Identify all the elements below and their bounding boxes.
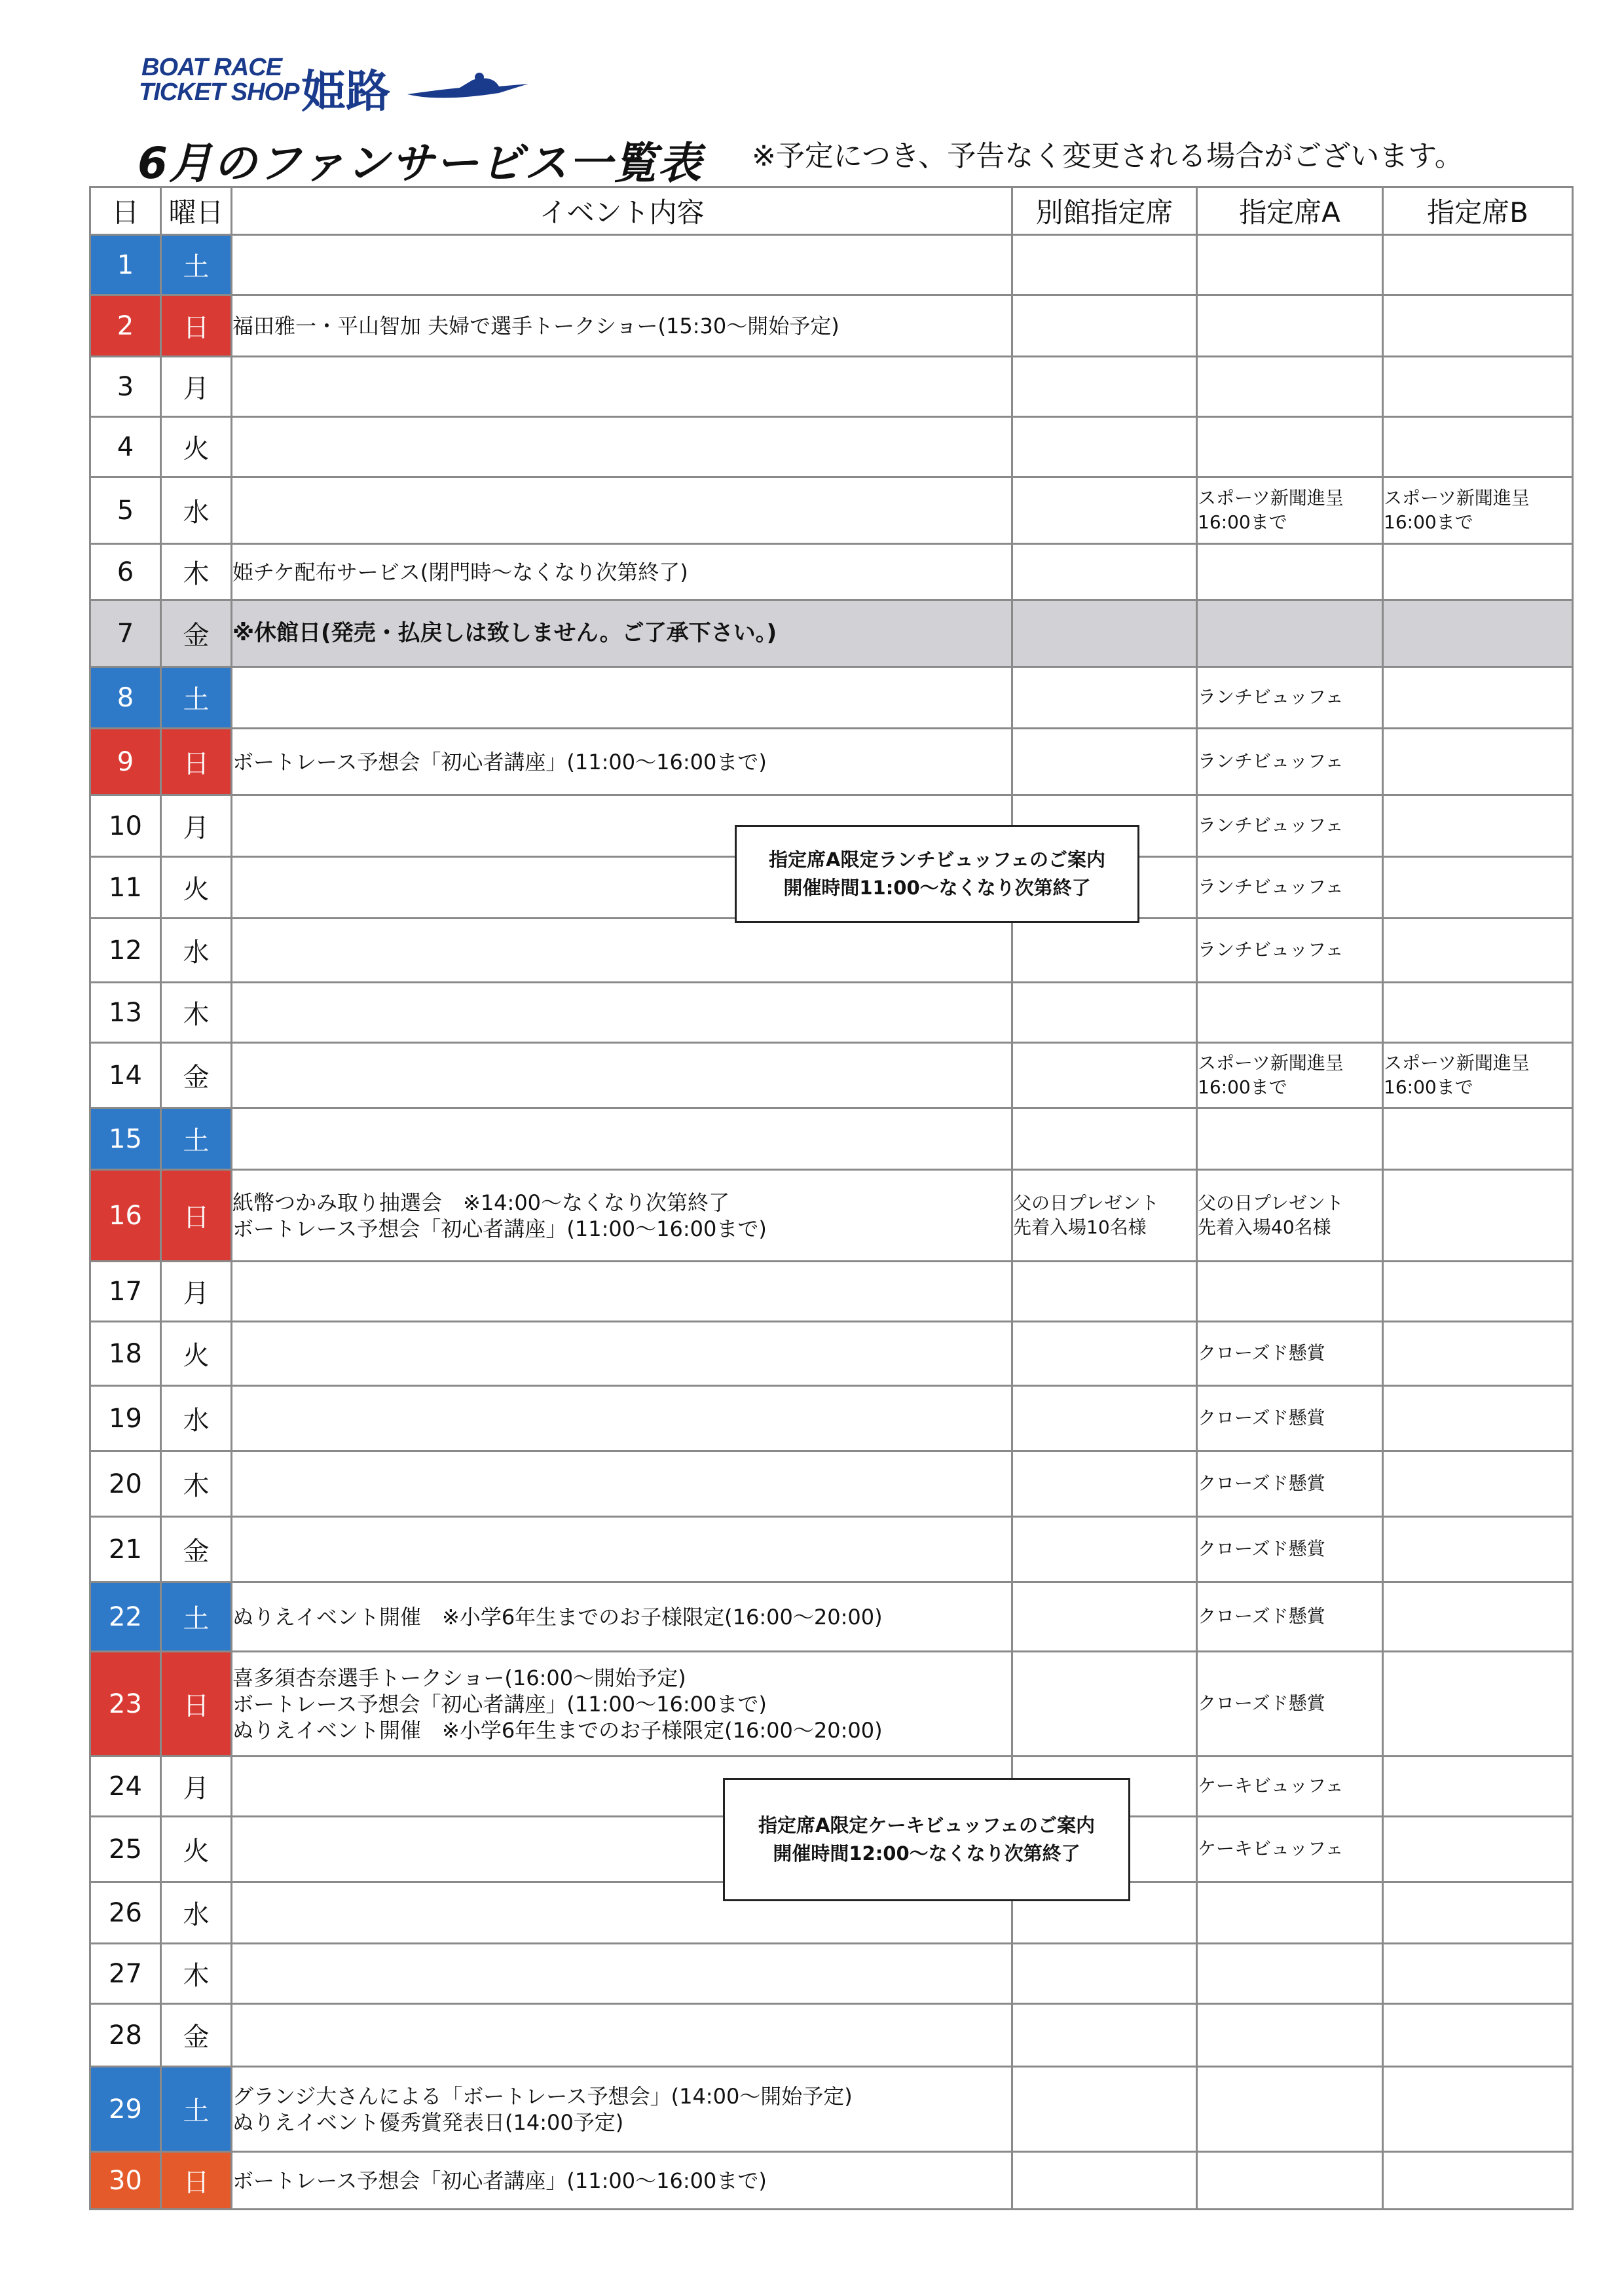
seat-a-cell bbox=[1197, 1386, 1383, 1451]
day-cell: 11 bbox=[90, 857, 161, 919]
annex-seat-cell-line: 先着入場10名様 bbox=[1013, 1216, 1147, 1238]
event-cell-line: 紙幣つかみ取り抽選会 ※14:00～なくなり次第終了 bbox=[232, 1190, 730, 1215]
table-row bbox=[90, 295, 1573, 357]
table-row bbox=[90, 1582, 1573, 1652]
seat-a-cell-line: 16:00まで bbox=[1198, 511, 1287, 533]
event-cell bbox=[232, 1517, 1012, 1582]
annex-seat-cell bbox=[1012, 1517, 1197, 1582]
column-header-annex-seat: 別館指定席 bbox=[1012, 187, 1197, 235]
weekday-cell: 土 bbox=[161, 2067, 232, 2152]
seat-a-cell bbox=[1197, 1262, 1383, 1322]
annex-seat-cell bbox=[1012, 417, 1197, 477]
day-cell: 27 bbox=[90, 1944, 161, 2004]
seat-b-cell bbox=[1383, 1322, 1573, 1386]
seat-a-cell-line: ランチビュッフェ bbox=[1198, 939, 1344, 961]
weekday-cell: 木 bbox=[161, 544, 232, 600]
weekday-cell: 水 bbox=[161, 919, 232, 983]
day-cell: 16 bbox=[90, 1170, 161, 1262]
table-row bbox=[90, 729, 1573, 795]
annex-seat-cell bbox=[1012, 235, 1197, 295]
seat-b-cell bbox=[1383, 919, 1573, 983]
annex-seat-cell bbox=[1012, 1170, 1197, 1262]
cake-buffet-info-box bbox=[723, 1778, 1130, 1901]
annex-seat-cell bbox=[1012, 2152, 1197, 2210]
event-cell bbox=[232, 1451, 1012, 1517]
day-cell: 20 bbox=[90, 1451, 161, 1517]
seat-b-cell bbox=[1383, 1262, 1573, 1322]
event-cell-line: 姫チケ配布サービス(閉門時～なくなり次第終了) bbox=[232, 559, 688, 585]
event-cell bbox=[232, 357, 1012, 417]
day-cell: 7 bbox=[90, 600, 161, 667]
annex-seat-cell bbox=[1012, 1043, 1197, 1108]
annex-seat-cell bbox=[1012, 1582, 1197, 1652]
seat-a-cell-line: ランチビュッフェ bbox=[1198, 750, 1344, 773]
column-header-seat-b: 指定席B bbox=[1383, 187, 1573, 235]
annex-seat-cell bbox=[1012, 1451, 1197, 1517]
annex-seat-cell bbox=[1012, 1386, 1197, 1451]
event-cell bbox=[232, 417, 1012, 477]
seat-a-cell bbox=[1197, 1322, 1383, 1386]
table-row bbox=[90, 983, 1573, 1043]
weekday-cell: 水 bbox=[161, 477, 232, 544]
event-cell bbox=[232, 477, 1012, 544]
weekday-cell: 金 bbox=[161, 2004, 232, 2067]
table-row bbox=[90, 1517, 1573, 1582]
info-box-time: 開催時間12:00～なくなり次第終了 bbox=[773, 1842, 1080, 1865]
annex-seat-cell bbox=[1012, 1652, 1197, 1757]
seat-b-cell bbox=[1383, 1517, 1573, 1582]
seat-a-cell bbox=[1197, 1817, 1383, 1882]
seat-b-cell bbox=[1383, 600, 1573, 667]
weekday-cell: 土 bbox=[161, 1108, 232, 1170]
table-row bbox=[90, 667, 1573, 729]
table-row bbox=[90, 1944, 1573, 2004]
day-cell: 25 bbox=[90, 1817, 161, 1882]
event-cell bbox=[232, 1386, 1012, 1451]
event-cell bbox=[232, 919, 1012, 983]
table-row bbox=[90, 1262, 1573, 1322]
seat-a-cell-line: クローズド懸賞 bbox=[1198, 1472, 1325, 1495]
annex-seat-cell-line: 父の日プレゼント bbox=[1013, 1192, 1159, 1214]
seat-b-cell bbox=[1383, 2067, 1573, 2152]
annex-seat-cell bbox=[1012, 983, 1197, 1043]
schedule-notice: ※予定につき、予告なく変更される場合がございます。 bbox=[752, 139, 1464, 173]
weekday-cell: 日 bbox=[161, 729, 232, 795]
weekday-cell: 火 bbox=[161, 857, 232, 919]
weekday-cell: 土 bbox=[161, 667, 232, 729]
event-cell bbox=[232, 295, 1012, 357]
seat-a-cell bbox=[1197, 544, 1383, 600]
annex-seat-cell bbox=[1012, 477, 1197, 544]
seat-b-cell bbox=[1383, 1043, 1573, 1108]
event-cell-line: ぬりえイベント優秀賞発表日(14:00予定) bbox=[232, 2109, 624, 2135]
column-header-seat-a: 指定席A bbox=[1197, 187, 1383, 235]
event-cell bbox=[232, 729, 1012, 795]
annex-seat-cell bbox=[1012, 544, 1197, 600]
table-row bbox=[90, 357, 1573, 417]
weekday-cell: 火 bbox=[161, 1817, 232, 1882]
day-cell: 3 bbox=[90, 357, 161, 417]
seat-a-cell bbox=[1197, 1582, 1383, 1652]
day-cell: 8 bbox=[90, 667, 161, 729]
event-cell-line: ボートレース予想会「初心者講座」(11:00～16:00まで) bbox=[232, 749, 767, 774]
day-cell: 1 bbox=[90, 235, 161, 295]
event-cell-line: ぬりえイベント開催 ※小学6年生までのお子様限定(16:00～20:00) bbox=[232, 1604, 883, 1630]
annex-seat-cell bbox=[1012, 295, 1197, 357]
seat-a-cell bbox=[1197, 477, 1383, 544]
day-cell: 12 bbox=[90, 919, 161, 983]
seat-b-cell-line: 16:00まで bbox=[1384, 1076, 1473, 1098]
day-cell: 30 bbox=[90, 2152, 161, 2210]
event-cell bbox=[232, 1262, 1012, 1322]
day-cell: 5 bbox=[90, 477, 161, 544]
seat-a-cell-line: ランチビュッフェ bbox=[1198, 686, 1344, 708]
seat-a-cell bbox=[1197, 857, 1383, 919]
seat-b-cell bbox=[1383, 1757, 1573, 1817]
seat-a-cell bbox=[1197, 2004, 1383, 2067]
info-box-time: 開催時間11:00～なくなり次第終了 bbox=[783, 877, 1091, 899]
event-cell bbox=[232, 1043, 1012, 1108]
weekday-cell: 月 bbox=[161, 795, 232, 857]
seat-b-cell bbox=[1383, 357, 1573, 417]
seat-a-cell bbox=[1197, 600, 1383, 667]
weekday-cell: 金 bbox=[161, 600, 232, 667]
annex-seat-cell bbox=[1012, 919, 1197, 983]
table-row bbox=[90, 1451, 1573, 1517]
info-box-title: 指定席A限定ランチビュッフェのご案内 bbox=[769, 848, 1105, 871]
seat-b-cell bbox=[1383, 544, 1573, 600]
seat-a-cell bbox=[1197, 1517, 1383, 1582]
seat-a-cell bbox=[1197, 1043, 1383, 1108]
day-cell: 9 bbox=[90, 729, 161, 795]
weekday-cell: 水 bbox=[161, 1882, 232, 1944]
seat-b-cell bbox=[1383, 1652, 1573, 1757]
annex-seat-cell bbox=[1012, 2004, 1197, 2067]
seat-b-cell bbox=[1383, 1170, 1573, 1262]
seat-a-cell bbox=[1197, 417, 1383, 477]
seat-a-cell-line: ランチビュッフェ bbox=[1198, 876, 1344, 898]
seat-a-cell-line: 先着入場40名様 bbox=[1198, 1216, 1331, 1238]
table-row bbox=[90, 417, 1573, 477]
day-cell: 4 bbox=[90, 417, 161, 477]
weekday-cell: 金 bbox=[161, 1517, 232, 1582]
day-cell: 17 bbox=[90, 1262, 161, 1322]
fan-service-schedule-table bbox=[89, 186, 1574, 2210]
seat-a-cell bbox=[1197, 1944, 1383, 2004]
weekday-cell: 火 bbox=[161, 417, 232, 477]
annex-seat-cell bbox=[1012, 1108, 1197, 1170]
day-cell: 19 bbox=[90, 1386, 161, 1451]
event-cell bbox=[232, 667, 1012, 729]
seat-a-cell bbox=[1197, 2067, 1383, 2152]
column-header-day: 日 bbox=[90, 187, 161, 235]
day-cell: 24 bbox=[90, 1757, 161, 1817]
event-cell bbox=[232, 235, 1012, 295]
weekday-cell: 金 bbox=[161, 1043, 232, 1108]
weekday-cell: 木 bbox=[161, 983, 232, 1043]
event-cell-line: ぬりえイベント開催 ※小学6年生までのお子様限定(16:00～20:00) bbox=[232, 1717, 883, 1743]
event-cell-line: グランジ大さんによる「ボートレース予想会」(14:00～開始予定) bbox=[232, 2083, 853, 2109]
event-cell bbox=[232, 2004, 1012, 2067]
seat-a-cell-line: クローズド懸賞 bbox=[1198, 1605, 1325, 1628]
table-row bbox=[90, 1652, 1573, 1757]
day-cell: 22 bbox=[90, 1582, 161, 1652]
day-cell: 29 bbox=[90, 2067, 161, 2152]
seat-a-cell-line: スポーツ新聞進呈 bbox=[1198, 1052, 1344, 1074]
annex-seat-cell bbox=[1012, 357, 1197, 417]
seat-a-cell-line: クローズド懸賞 bbox=[1198, 1342, 1325, 1364]
table-row bbox=[90, 600, 1573, 667]
event-cell bbox=[232, 600, 1012, 667]
weekday-cell: 日 bbox=[161, 1652, 232, 1757]
seat-a-cell bbox=[1197, 1108, 1383, 1170]
event-cell bbox=[232, 983, 1012, 1043]
table-row bbox=[90, 2004, 1573, 2067]
seat-a-cell bbox=[1197, 795, 1383, 857]
day-cell: 18 bbox=[90, 1322, 161, 1386]
seat-a-cell bbox=[1197, 235, 1383, 295]
table-row bbox=[90, 544, 1573, 600]
event-cell bbox=[232, 1944, 1012, 2004]
seat-b-cell bbox=[1383, 1944, 1573, 2004]
event-cell bbox=[232, 2067, 1012, 2152]
table-row bbox=[90, 2152, 1573, 2210]
weekday-cell: 土 bbox=[161, 1582, 232, 1652]
seat-b-cell bbox=[1383, 1386, 1573, 1451]
seat-a-cell-line: ケーキビュッフェ bbox=[1198, 1838, 1344, 1860]
seat-b-cell bbox=[1383, 1108, 1573, 1170]
seat-a-cell bbox=[1197, 729, 1383, 795]
seat-b-cell bbox=[1383, 477, 1573, 544]
column-header-weekday: 曜日 bbox=[161, 187, 232, 235]
annex-seat-cell bbox=[1012, 1262, 1197, 1322]
column-header-event: イベント内容 bbox=[232, 187, 1012, 235]
event-cell bbox=[232, 1322, 1012, 1386]
event-cell bbox=[232, 1170, 1012, 1262]
lunch-buffet-info-box bbox=[735, 825, 1139, 923]
seat-a-cell-line: スポーツ新聞進呈 bbox=[1198, 487, 1344, 509]
seat-a-cell bbox=[1197, 1170, 1383, 1262]
weekday-cell: 木 bbox=[161, 1944, 232, 2004]
table-row bbox=[90, 1386, 1573, 1451]
info-box-title: 指定席A限定ケーキビュッフェのご案内 bbox=[758, 1813, 1095, 1836]
weekday-cell: 月 bbox=[161, 357, 232, 417]
event-cell bbox=[232, 2152, 1012, 2210]
seat-a-cell-line: ケーキビュッフェ bbox=[1198, 1775, 1344, 1797]
day-cell: 15 bbox=[90, 1108, 161, 1170]
seat-a-cell bbox=[1197, 1757, 1383, 1817]
seat-b-cell bbox=[1383, 857, 1573, 919]
logo-line-2: TICKET SHOP bbox=[139, 79, 299, 106]
seat-a-cell-line: 父の日プレゼント bbox=[1198, 1192, 1344, 1214]
seat-b-cell-line: スポーツ新聞進呈 bbox=[1384, 487, 1530, 509]
weekday-cell: 土 bbox=[161, 235, 232, 295]
seat-a-cell bbox=[1197, 1451, 1383, 1517]
seat-b-cell-line: スポーツ新聞進呈 bbox=[1384, 1052, 1530, 1074]
seat-a-cell bbox=[1197, 1882, 1383, 1944]
day-cell: 14 bbox=[90, 1043, 161, 1108]
annex-seat-cell bbox=[1012, 1322, 1197, 1386]
event-cell bbox=[232, 1582, 1012, 1652]
event-cell-line: ボートレース予想会「初心者講座」(11:00～16:00まで) bbox=[232, 1216, 767, 1241]
day-cell: 21 bbox=[90, 1517, 161, 1582]
seat-b-cell bbox=[1383, 795, 1573, 857]
day-cell: 2 bbox=[90, 295, 161, 357]
seat-a-cell-line: ランチビュッフェ bbox=[1198, 814, 1344, 837]
table-row bbox=[90, 1043, 1573, 1108]
table-row bbox=[90, 1108, 1573, 1170]
event-cell-line: 福田雅一・平山智加 夫婦で選手トークショー(15:30～開始予定) bbox=[232, 313, 840, 338]
table-row bbox=[90, 1322, 1573, 1386]
table-row bbox=[90, 2067, 1573, 2152]
event-cell bbox=[232, 544, 1012, 600]
seat-b-cell bbox=[1383, 667, 1573, 729]
weekday-cell: 月 bbox=[161, 1757, 232, 1817]
seat-a-cell-line: 16:00まで bbox=[1198, 1076, 1287, 1098]
day-cell: 13 bbox=[90, 983, 161, 1043]
seat-b-cell bbox=[1383, 729, 1573, 795]
day-cell: 6 bbox=[90, 544, 161, 600]
event-cell bbox=[232, 1652, 1012, 1757]
seat-a-cell bbox=[1197, 357, 1383, 417]
table-row bbox=[90, 235, 1573, 295]
event-cell bbox=[232, 1108, 1012, 1170]
page-title: 6月のファンサービス一覧表 bbox=[138, 138, 703, 189]
seat-b-cell bbox=[1383, 2152, 1573, 2210]
seat-b-cell bbox=[1383, 235, 1573, 295]
seat-b-cell-line: 16:00まで bbox=[1384, 511, 1473, 533]
logo-line-1: BOAT RACE bbox=[141, 54, 282, 81]
day-cell: 28 bbox=[90, 2004, 161, 2067]
annex-seat-cell bbox=[1012, 729, 1197, 795]
weekday-cell: 火 bbox=[161, 1322, 232, 1386]
annex-seat-cell bbox=[1012, 667, 1197, 729]
seat-a-cell bbox=[1197, 919, 1383, 983]
weekday-cell: 月 bbox=[161, 1262, 232, 1322]
table-header-row bbox=[90, 187, 1573, 235]
seat-b-cell bbox=[1383, 1882, 1573, 1944]
weekday-cell: 日 bbox=[161, 2152, 232, 2210]
event-cell-line: ※休館日(発売・払戻しは致しません。ご了承下さい。) bbox=[232, 620, 777, 647]
seat-a-cell-line: クローズド懸賞 bbox=[1198, 1538, 1325, 1560]
table-row bbox=[90, 919, 1573, 983]
table-row bbox=[90, 477, 1573, 544]
seat-a-cell bbox=[1197, 667, 1383, 729]
annex-seat-cell bbox=[1012, 2067, 1197, 2152]
annex-seat-cell bbox=[1012, 600, 1197, 667]
event-cell-line: ボートレース予想会「初心者講座」(11:00～16:00まで) bbox=[232, 1691, 767, 1717]
event-cell-line: ボートレース予想会「初心者講座」(11:00～16:00まで) bbox=[232, 2168, 767, 2193]
seat-a-cell bbox=[1197, 983, 1383, 1043]
day-cell: 26 bbox=[90, 1882, 161, 1944]
boat-race-ticket-shop-logo bbox=[139, 54, 532, 118]
seat-a-cell bbox=[1197, 1652, 1383, 1757]
event-cell-line: 喜多須杏奈選手トークショー(16:00～開始予定) bbox=[232, 1665, 686, 1690]
day-cell: 23 bbox=[90, 1652, 161, 1757]
weekday-cell: 水 bbox=[161, 1386, 232, 1451]
weekday-cell: 日 bbox=[161, 1170, 232, 1262]
seat-b-cell bbox=[1383, 1582, 1573, 1652]
seat-b-cell bbox=[1383, 1817, 1573, 1882]
weekday-cell: 木 bbox=[161, 1451, 232, 1517]
seat-b-cell bbox=[1383, 1451, 1573, 1517]
seat-b-cell bbox=[1383, 417, 1573, 477]
annex-seat-cell bbox=[1012, 1944, 1197, 2004]
seat-a-cell-line: クローズド懸賞 bbox=[1198, 1692, 1325, 1715]
seat-b-cell bbox=[1383, 983, 1573, 1043]
weekday-cell: 日 bbox=[161, 295, 232, 357]
boat-icon bbox=[401, 68, 532, 107]
seat-b-cell bbox=[1383, 2004, 1573, 2067]
day-cell: 10 bbox=[90, 795, 161, 857]
seat-a-cell bbox=[1197, 295, 1383, 357]
logo-kanji: 姫路 bbox=[301, 66, 391, 118]
seat-a-cell-line: クローズド懸賞 bbox=[1198, 1407, 1325, 1429]
seat-b-cell bbox=[1383, 295, 1573, 357]
table-row bbox=[90, 1170, 1573, 1262]
seat-a-cell bbox=[1197, 2152, 1383, 2210]
